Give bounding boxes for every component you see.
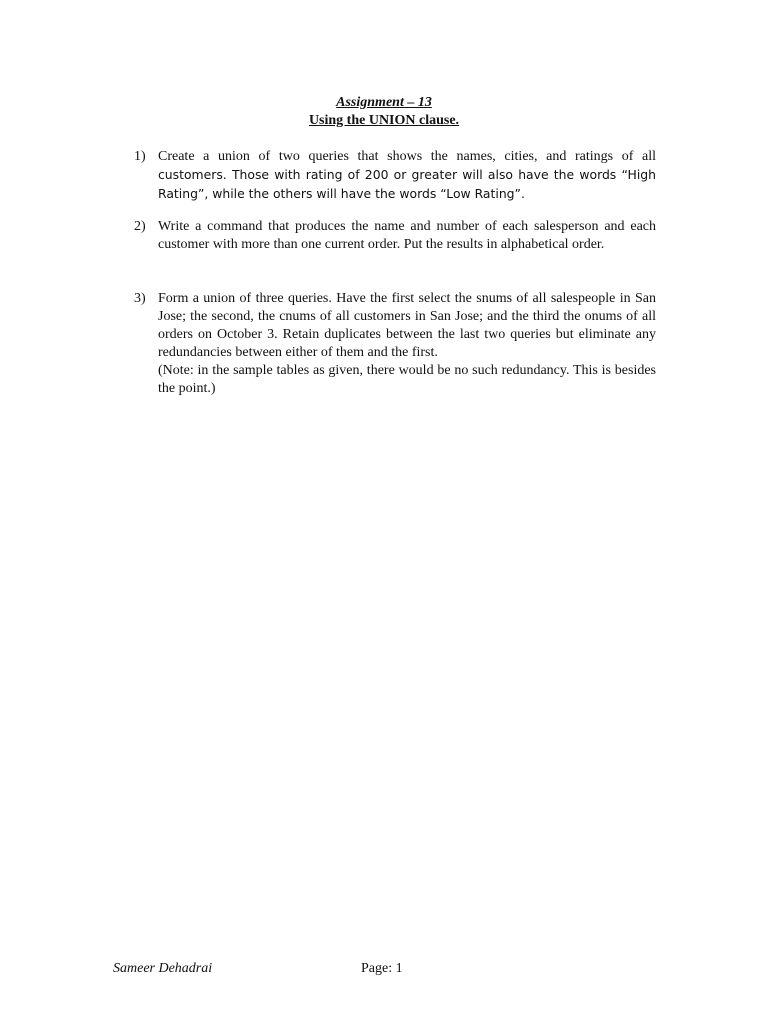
question-number: 2)	[134, 219, 146, 234]
question-text-part: customers. Those with rating of 200 or greater will also have the words “High Rating”, while the others will have the words “Low Rating”.	[158, 167, 656, 201]
question-text	[158, 290, 656, 398]
question-item	[134, 218, 656, 254]
question-text	[158, 148, 656, 204]
assignment-title: Assignment – 13	[336, 95, 432, 110]
footer-page-number: Page: 1	[361, 961, 403, 976]
question-item	[134, 148, 656, 204]
question-paragraph: Form a union of three queries. Have the first select the snums of all salespeople in San Jose; the second, the cnums of all customers in San Jose; and the third the onums of all orders on October 3. Retain duplicates between the last two queries but eliminate any redundancies between either of them and the first.	[158, 291, 656, 360]
question-text-part: Create a union of two queries that shows the names, cities, and ratings of all	[158, 149, 656, 164]
question-text	[158, 218, 656, 254]
question-number: 1)	[134, 149, 146, 164]
assignment-subtitle: Using the UNION clause.	[308, 113, 460, 128]
question-number: 3)	[134, 291, 146, 306]
footer-author: Sameer Dehadrai	[113, 961, 213, 976]
question-note: (Note: in the sample tables as given, there would be no such redundancy. This is besides the point.)	[158, 363, 656, 396]
question-paragraph: Write a command that produces the name and number of each salesperson and each customer with more than one current order. Put the results in alphabetical order.	[158, 219, 656, 252]
question-item	[134, 290, 656, 398]
